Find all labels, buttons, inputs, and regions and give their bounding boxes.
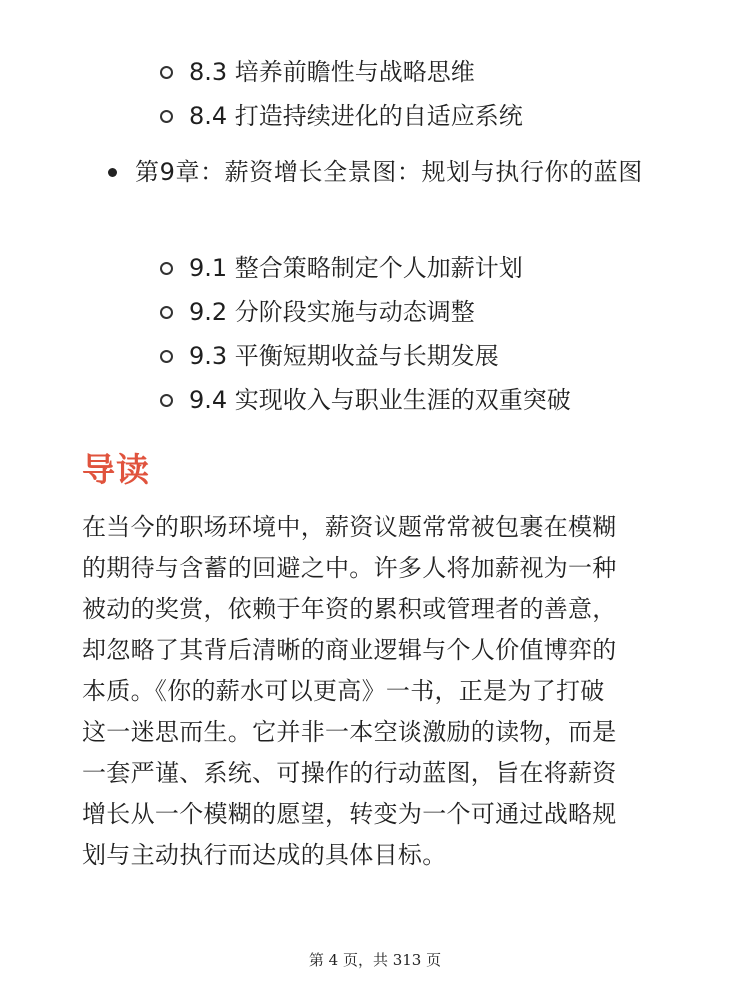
list-item-label: 9.4 实现收入与职业生涯的双重突破 — [189, 386, 571, 414]
list-item-label: 9.1 整合策略制定个人加薪计划 — [189, 254, 523, 282]
paragraph-line: 一套严谨、系统、可操作的行动蓝图，旨在将薪资 — [82, 759, 617, 787]
list-item-8-4 — [160, 96, 523, 136]
disc-bullet-icon — [108, 168, 117, 177]
chapter-title: 第9章：薪资增长全景图：规划与执行你的蓝图 — [135, 158, 643, 186]
intro-paragraph — [82, 507, 670, 876]
paragraph-line: 却忽略了其背后清晰的商业逻辑与个人价值博弈的 — [82, 636, 617, 664]
paragraph-line: 划与主动执行而达成的具体目标。 — [82, 841, 447, 869]
list-item-chapter-9 — [108, 152, 668, 192]
circle-bullet-icon — [160, 306, 173, 319]
page-indicator: 第 4 页，共 313 页 — [308, 951, 442, 969]
paragraph-line: 被动的奖赏，依赖于年资的累积或管理者的善意， — [82, 595, 617, 623]
paragraph-line: 增长从一个模糊的愿望，转变为一个可通过战略规 — [82, 800, 617, 828]
list-item-label: 8.4 打造持续进化的自适应系统 — [189, 102, 523, 130]
paragraph-line: 本质。《你的薪水可以更高》一书，正是为了打破 — [82, 677, 605, 705]
circle-bullet-icon — [160, 262, 173, 275]
list-item-9-3 — [160, 336, 499, 376]
paragraph-line: 在当今的职场环境中，薪资议题常常被包裹在模糊 — [82, 513, 617, 541]
circle-bullet-icon — [160, 66, 173, 79]
list-item-8-3 — [160, 52, 475, 92]
paragraph-line: 这一迷思而生。它并非一本空谈激励的读物，而是 — [82, 718, 617, 746]
list-item-label: 9.2 分阶段实施与动态调整 — [189, 298, 475, 326]
paragraph-line: 的期待与含蓄的回避之中。许多人将加薪视为一种 — [82, 554, 617, 582]
list-item-9-4 — [160, 380, 571, 420]
list-item-9-2 — [160, 292, 475, 332]
list-item-label: 9.3 平衡短期收益与长期发展 — [189, 342, 499, 370]
list-item-9-1 — [160, 248, 523, 288]
circle-bullet-icon — [160, 350, 173, 363]
circle-bullet-icon — [160, 394, 173, 407]
list-item-label: 8.3 培养前瞻性与战略思维 — [189, 58, 475, 86]
circle-bullet-icon — [160, 110, 173, 123]
section-heading: 导读 — [82, 450, 150, 489]
